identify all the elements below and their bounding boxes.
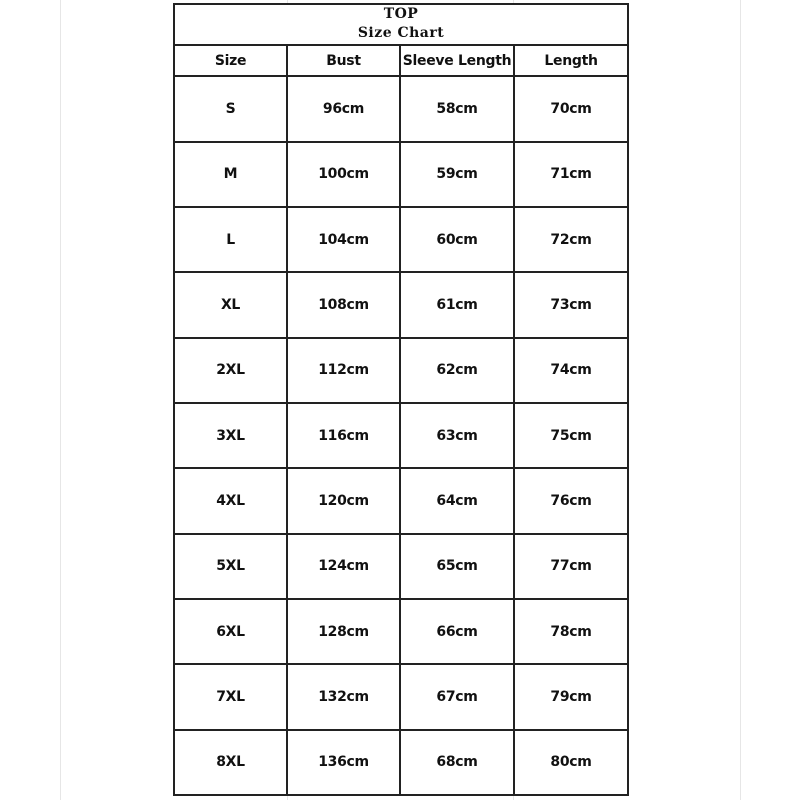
table-row <box>174 468 628 533</box>
table-row <box>174 142 628 207</box>
cell-length: 80cm <box>514 730 628 795</box>
background-gridline <box>740 0 741 800</box>
cell-bust: 104cm <box>287 207 400 272</box>
header-length: Length <box>514 45 628 77</box>
cell-size: 6XL <box>174 599 287 664</box>
cell-size: 7XL <box>174 664 287 729</box>
cell-sleeve-length: 65cm <box>400 534 514 599</box>
header-row <box>174 45 628 77</box>
cell-bust: 120cm <box>287 468 400 533</box>
cell-sleeve-length: 64cm <box>400 468 514 533</box>
table-row <box>174 403 628 468</box>
chart-title-line-1: TOP <box>383 6 419 23</box>
table-row <box>174 730 628 795</box>
size-chart-table <box>173 3 629 796</box>
cell-sleeve-length: 61cm <box>400 272 514 337</box>
cell-length: 71cm <box>514 142 628 207</box>
cell-sleeve-length: 67cm <box>400 664 514 729</box>
cell-bust: 96cm <box>287 76 400 141</box>
cell-size: S <box>174 76 287 141</box>
cell-size: 3XL <box>174 403 287 468</box>
cell-length: 78cm <box>514 599 628 664</box>
cell-length: 72cm <box>514 207 628 272</box>
cell-sleeve-length: 59cm <box>400 142 514 207</box>
table-row <box>174 534 628 599</box>
cell-length: 77cm <box>514 534 628 599</box>
background-gridline <box>60 0 61 800</box>
cell-bust: 108cm <box>287 272 400 337</box>
cell-sleeve-length: 66cm <box>400 599 514 664</box>
cell-sleeve-length: 62cm <box>400 338 514 403</box>
cell-size: L <box>174 207 287 272</box>
table-row <box>174 207 628 272</box>
cell-length: 74cm <box>514 338 628 403</box>
table-row <box>174 272 628 337</box>
cell-length: 73cm <box>514 272 628 337</box>
title-row <box>174 4 628 45</box>
chart-title-line-2: Size Chart <box>357 25 445 42</box>
cell-bust: 132cm <box>287 664 400 729</box>
cell-size: 8XL <box>174 730 287 795</box>
cell-bust: 124cm <box>287 534 400 599</box>
cell-bust: 116cm <box>287 403 400 468</box>
cell-bust: 100cm <box>287 142 400 207</box>
cell-sleeve-length: 60cm <box>400 207 514 272</box>
cell-bust: 136cm <box>287 730 400 795</box>
table-row <box>174 664 628 729</box>
cell-size: M <box>174 142 287 207</box>
cell-length: 76cm <box>514 468 628 533</box>
cell-size: 4XL <box>174 468 287 533</box>
cell-sleeve-length: 63cm <box>400 403 514 468</box>
chart-title <box>174 4 628 45</box>
cell-bust: 128cm <box>287 599 400 664</box>
cell-bust: 112cm <box>287 338 400 403</box>
cell-sleeve-length: 58cm <box>400 76 514 141</box>
header-size: Size <box>174 45 287 77</box>
header-bust: Bust <box>287 45 400 77</box>
cell-length: 75cm <box>514 403 628 468</box>
header-sleeve-length: Sleeve Length <box>400 45 514 77</box>
cell-sleeve-length: 68cm <box>400 730 514 795</box>
table-row <box>174 599 628 664</box>
table-row <box>174 76 628 141</box>
cell-size: XL <box>174 272 287 337</box>
cell-length: 70cm <box>514 76 628 141</box>
cell-size: 2XL <box>174 338 287 403</box>
cell-size: 5XL <box>174 534 287 599</box>
table-row <box>174 338 628 403</box>
cell-length: 79cm <box>514 664 628 729</box>
